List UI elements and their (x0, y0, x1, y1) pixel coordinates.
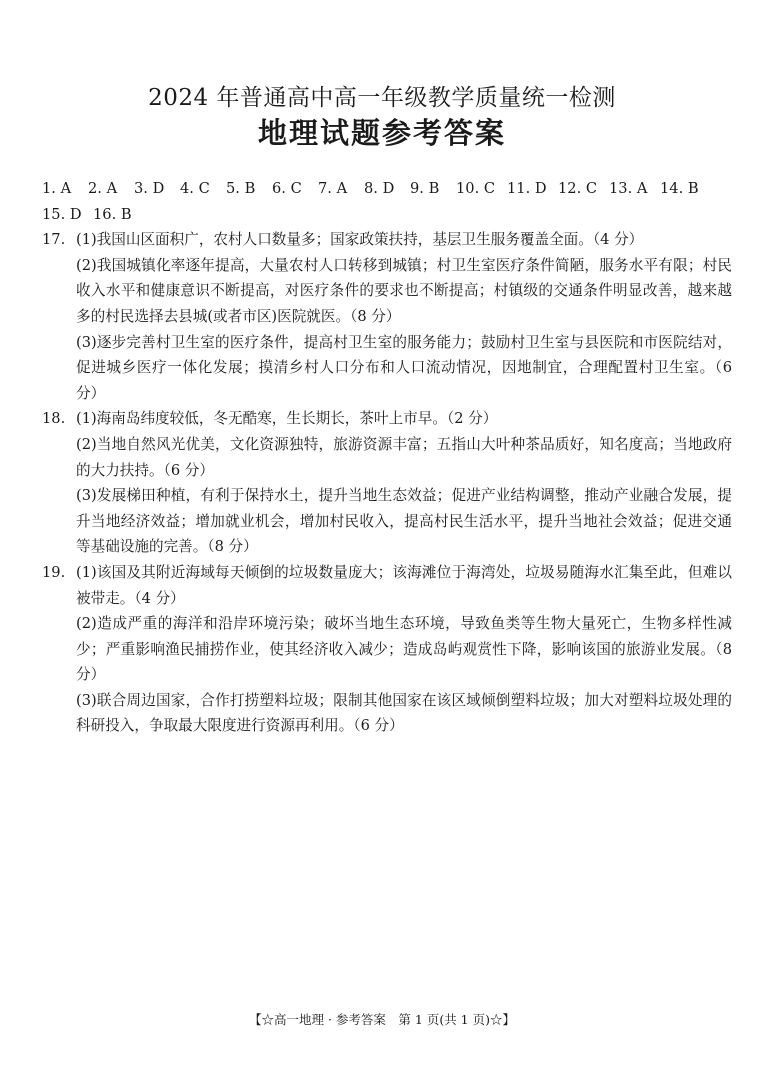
answer-part: (3)联合周边国家，合作打捞塑料垃圾；限制其他国家在该区域倾倒塑料垃圾；加大对塑料垃圾处理的科研投入，争取最大限度进行资源再利用。（6 分） (76, 691, 732, 735)
question-number: 19. (42, 563, 66, 581)
choice-answer: 13. A (609, 180, 648, 197)
answer-part: (1)我国山区面积广，农村人口数量多；国家政策扶持，基层卫生服务覆盖全面。（4 分） (76, 231, 644, 249)
choice-answer: 12. C (558, 180, 598, 197)
answer-part: (2)我国城镇化率逐年提高，大量农村人口转移到城镇；村卫生室医疗条件简陋，服务水平有限；村民收入水平和健康意识不断提高，对医疗条件的要求也不断提高；村镇级的交通条件明显改善，越来越多的村民选择去县城(或者市区)医院就医。（8 分） (76, 256, 732, 325)
answer-part: (1)该国及其附近海域每天倾倒的垃圾数量庞大；该海滩位于海湾处，垃圾易随海水汇集至此，但难以被带走。（4 分） (76, 563, 732, 607)
answer-part: (3)逐步完善村卫生室的医疗条件，提高村卫生室的服务能力；鼓励村卫生室与县医院和市医院结对，促进城乡医疗一体化发展；摸清乡村人口分布和人口流动情况，因地制宜，合理配置村卫生室。（6 分） (76, 333, 732, 402)
answer-key-title: 地理试题参考答案 (257, 116, 506, 150)
multiple-choice-answers (42, 176, 732, 227)
choice-answer: 7. A (318, 180, 348, 197)
choice-answer: 6. C (272, 180, 302, 197)
choice-answer: 10. C (456, 180, 496, 197)
choice-answer: 1. A (42, 180, 72, 197)
question-19 (42, 560, 732, 739)
choice-answer: 9. B (410, 180, 440, 197)
question-18 (42, 406, 732, 560)
choice-answer: 3. D (134, 180, 165, 197)
choice-answer: 15. D (42, 205, 82, 223)
exam-title: 2024 年普通高中高一年级教学质量统一检测 (148, 85, 616, 111)
answer-part: (2)造成严重的海洋和沿岸环境污染；破坏当地生态环境，导致鱼类等生物大量死亡，生物多样性减少；严重影响渔民捕捞作业，使其经济收入减少；造成岛屿观赏性下降，影响该国的旅游业发展。（8 分） (76, 615, 732, 684)
question-number: 18. (42, 410, 66, 428)
question-number: 17. (42, 231, 66, 249)
page-footer: 【☆高一地理 · 参考答案 第 1 页(共 1 页)☆】 (249, 1012, 515, 1027)
answer-part: (1)海南岛纬度较低，冬无酷寒，生长期长，茶叶上市早。（2 分） (76, 410, 498, 428)
choice-answer: 11. D (507, 180, 547, 197)
choice-answer: 14. B (660, 180, 699, 197)
answer-part: (3)发展梯田种植，有利于保持水土，提升当地生态效益；促进产业结构调整，推动产业融合发展，提升当地经济效益；增加就业机会，增加村民收入，提高村民生活水平，提升当地社会效益；促进交通等基础设施的完善。（8 分） (76, 487, 732, 556)
answer-body (42, 176, 732, 739)
question-17 (42, 227, 732, 406)
choice-answer: 2. A (88, 180, 118, 197)
choice-answer: 4. C (180, 180, 210, 197)
choice-answer: 8. D (364, 180, 395, 197)
choice-answer: 5. B (226, 180, 256, 197)
choice-answer: 16. B (93, 205, 132, 223)
answer-part: (2)当地自然风光优美，文化资源独特，旅游资源丰富；五指山大叶种茶品质好，知名度高；当地政府的大力扶持。（6 分） (76, 435, 732, 479)
